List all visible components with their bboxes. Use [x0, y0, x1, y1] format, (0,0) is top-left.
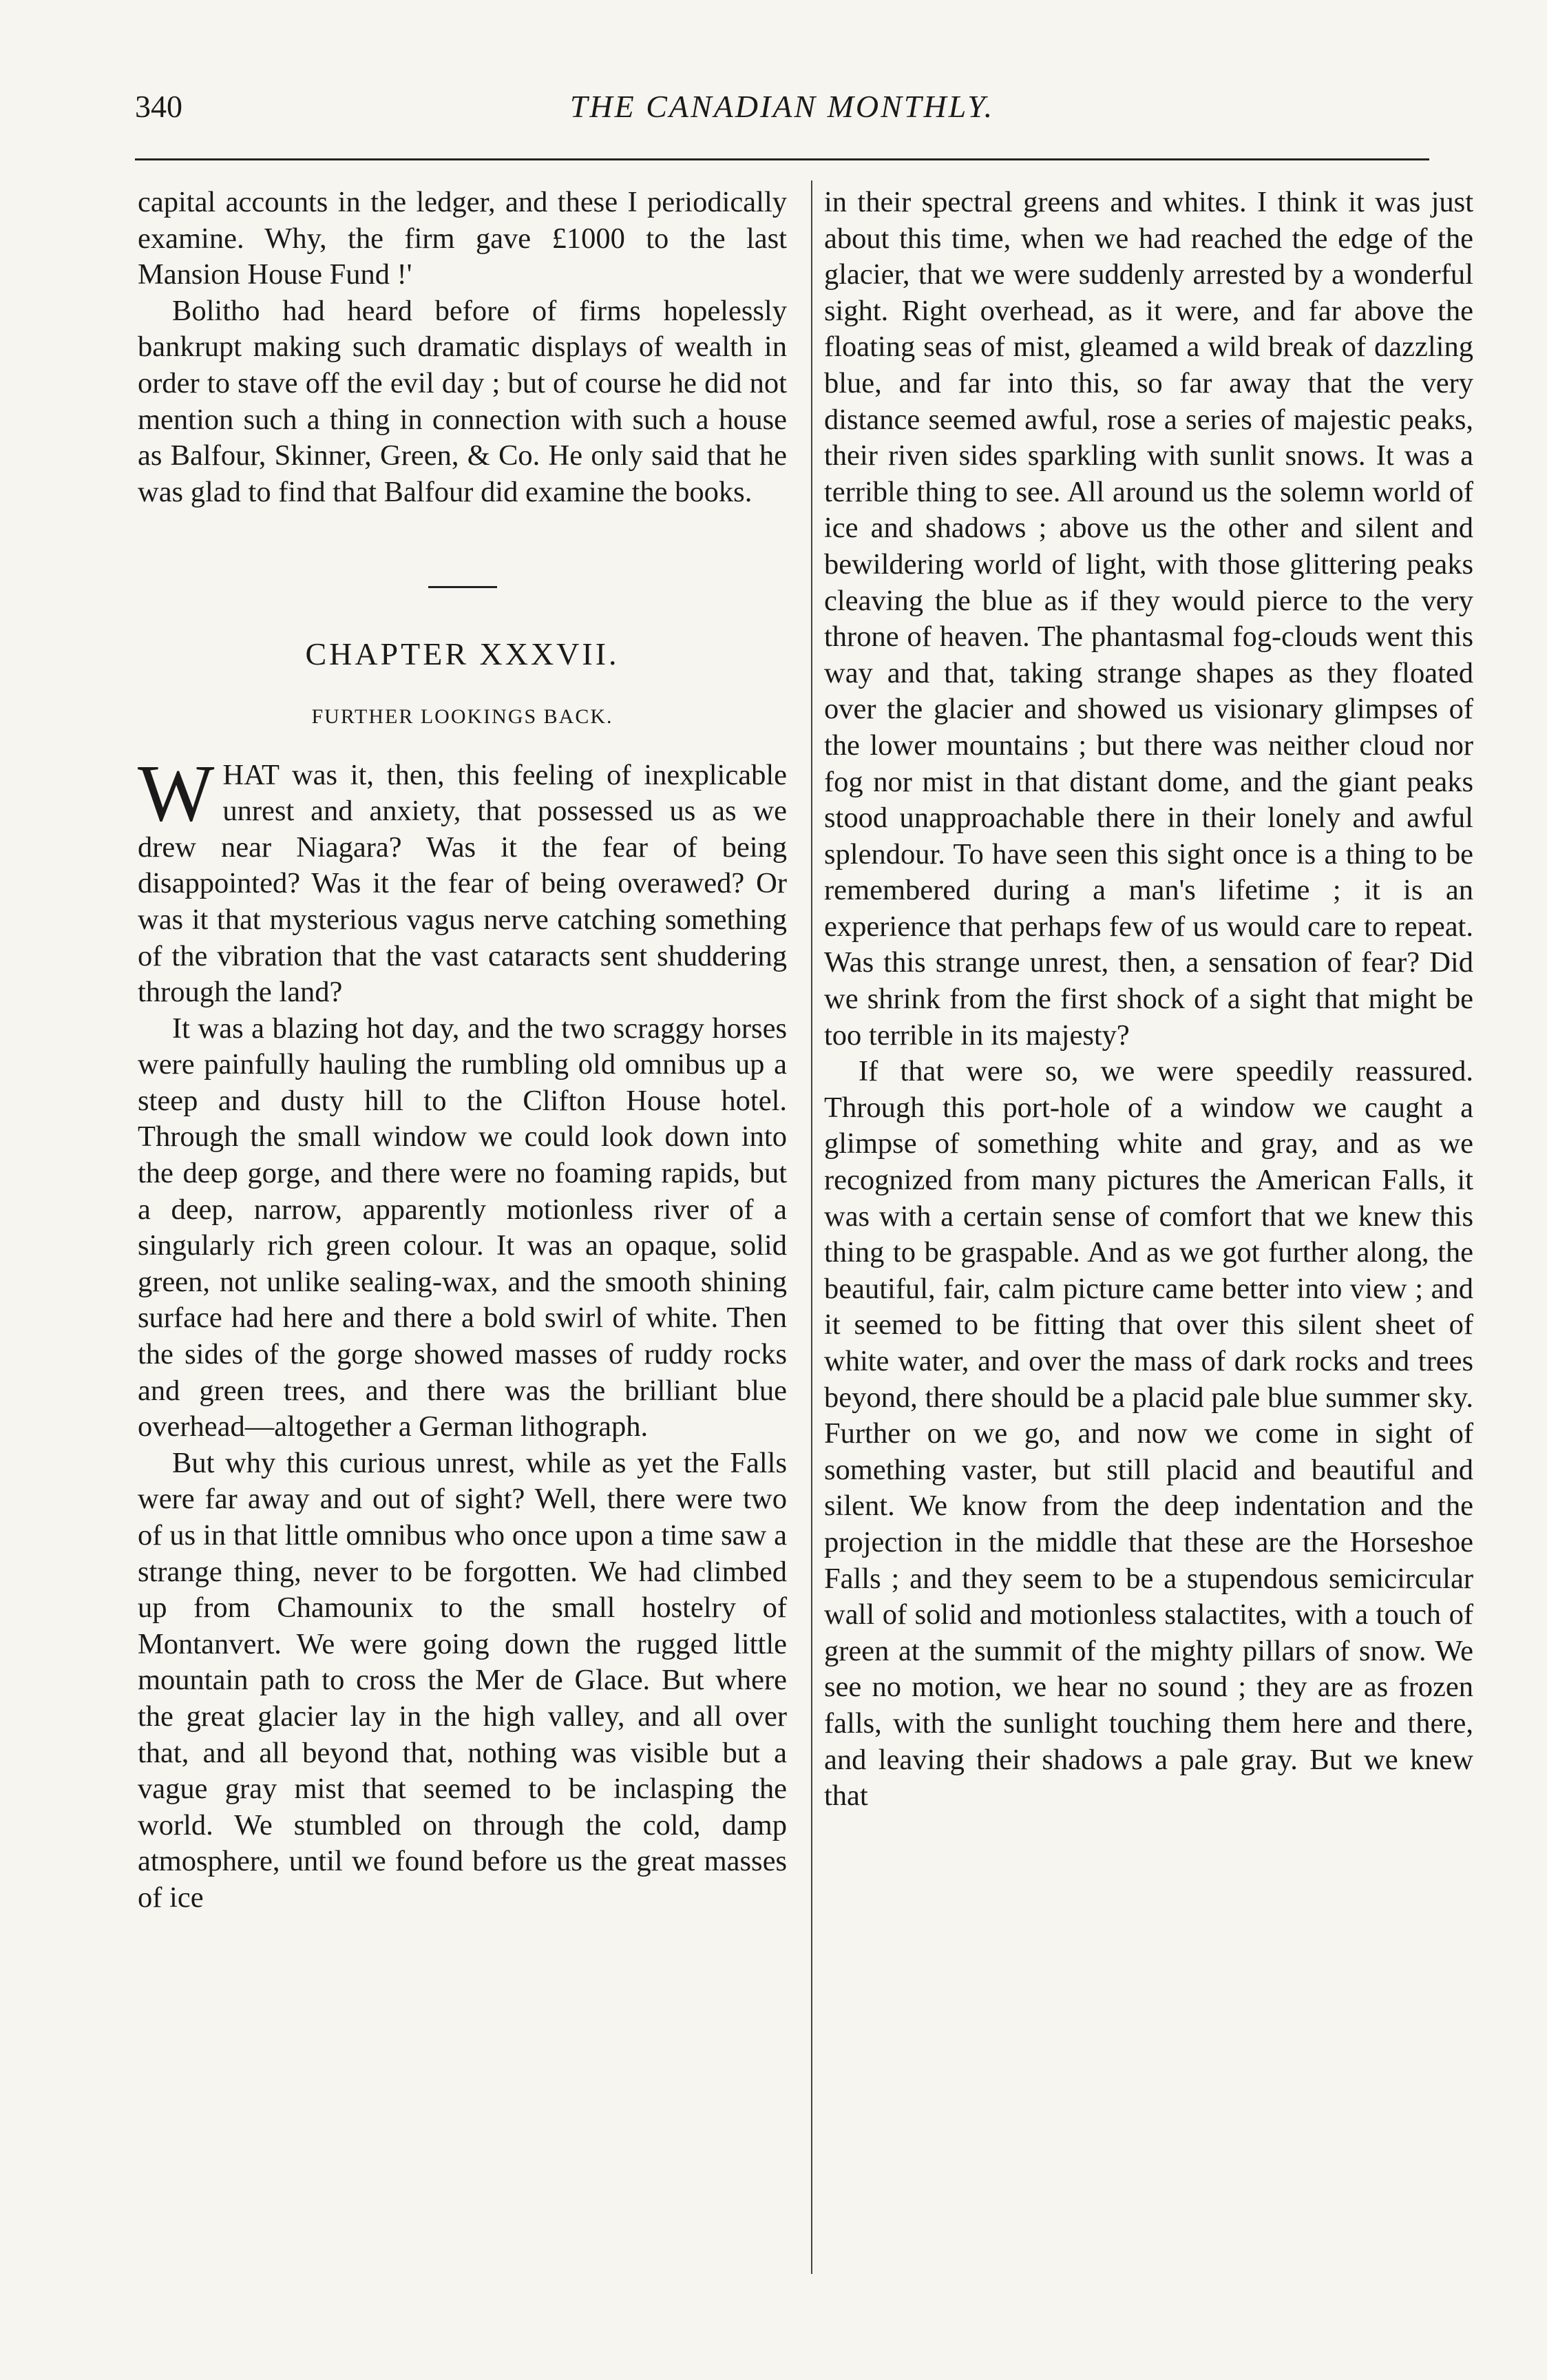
page-number: 340 [135, 89, 182, 124]
left-column [138, 185, 787, 1917]
paragraph: in their spectral greens and whites. I think it was just about this time, when we had reached the edge of the glacier, that we were suddenly arrested by a wonderful sight. Right overhead, as it were, and far above the floating seas of mist, gleamed a wild break of dazzling blue, and far into this, so far away that the very distance seemed awful, rose a series of majestic peaks, their riven sides sparkling with sunlit snows. It was a terrible thing to see. All around us the solemn world of ice and shadows ; above us the other and silent and bewildering world of light, with those glittering peaks cleaving the blue as if they would pierce to the very throne of heaven. The phantasmal fog-clouds went this way and that, taking strange shapes as they floated over the glacier and showed us visionary glimpses of the lower mountains ; but there was neither cloud nor fog nor mist in that distant dome, and the giant peaks stood unapproachable there in their lonely and awful splendour. To have seen this sight once is a thing to be remembered during a man's lifetime ; it is an experience that perhaps few of us would care to repeat. Was this strange unrest, then, a sensation of fear? Did we shrink from the first shock of a sight that might be too terrible in its majesty? [824, 186, 1473, 1052]
paragraph: capital accounts in the ledger, and these I periodically examine. Why, the firm gave £1000 to the last Mansion House Fund !' [138, 186, 787, 291]
column-divider [811, 180, 812, 2274]
paragraph-text: HAT was it, then, this feeling of inexplicable unrest and anxiety, that possessed us as we drew near Niagara? Was it the fear of being disappointed? Was it the fear of being overawed? Or was it that mysterious vagus nerve catching something of the vibration that the vast cataracts sent shuddering through the land? [138, 758, 787, 1009]
paragraph: Bolitho had heard before of firms hopelessly bankrupt making such dramatic displays of wealth in order to stave off the evil day ; but of course he did not mention such a thing in connection with such a house as Balfour, Skinner, Green, & Co. He only said that he was glad to find that Balfour did examine the books. [138, 294, 787, 508]
running-title: THE CANADIAN MONTHLY. [569, 89, 995, 124]
right-column [824, 185, 1473, 1815]
drop-cap: W [138, 747, 215, 838]
paragraph: If that were so, we were speedily reassured. Through this port-hole of a window we caught a glimpse of something white and gray, and as we recognized from many pictures the American Falls, it was with a certain sense of comfort that we knew this thing to be graspable. And as we got further along, the beautiful, fair, calm picture came better into view ; and it seemed to be fitting that over this silent sheet of white water, and over the mass of dark rocks and trees beyond, there should be a placid pale blue summer sky. Further on we go, and now we come in sight of something vaster, but still placid and beautiful and silent. We know from the deep indentation and the projection in the middle that these are the Horseshoe Falls ; and they seem to be a stupendous semicircular wall of solid and motionless stalactites, with a touch of green at the summit of the mighty pillars of snow. We see no motion, we hear no sound ; they are as frozen falls, with the sunlight touching them here and there, and leaving their shadows a pale gray. But we knew that [824, 1055, 1473, 1813]
chapter-subtitle: FURTHER LOOKINGS BACK. [311, 704, 613, 728]
header-rule [135, 158, 1429, 160]
chapter-title: CHAPTER XXXVII. [305, 636, 620, 672]
paragraph: But why this curious unrest, while as yet the Falls were far away and out of sight? Well, there were two of us in that little omnibus who once upon a time saw a strange thing, never to be forgotten. We had climbed up from Chamounix to the small hostelry of Montanvert. We were going down the rugged little mountain path to cross the Mer de Glace. But where the great glacier lay in the high valley, and all over that, and all beyond that, nothing was visible but a vague gray mist that seemed to be inclasping the world. We stumbled on through the cold, damp atmosphere, until we found before us the great masses of ice [138, 1446, 787, 1914]
paragraph: It was a blazing hot day, and the two scraggy horses were painfully hauling the rumbling old omnibus up a steep and dusty hill to the Clifton House hotel. Through the small window we could look down into the deep gorge, and there were no foaming rapids, but a deep, narrow, apparently motionless river of a singularly rich green colour. It was an opaque, solid green, not unlike sealing-wax, and the smooth shining surface had here and there a bold swirl of white. Then the sides of the gorge showed masses of ruddy rocks and green trees, and there was the brilliant blue overhead—altogether a German lithograph. [138, 1012, 787, 1443]
section-divider [428, 586, 497, 588]
chapter-opening-paragraph [138, 747, 787, 1011]
page-header [135, 88, 1429, 136]
